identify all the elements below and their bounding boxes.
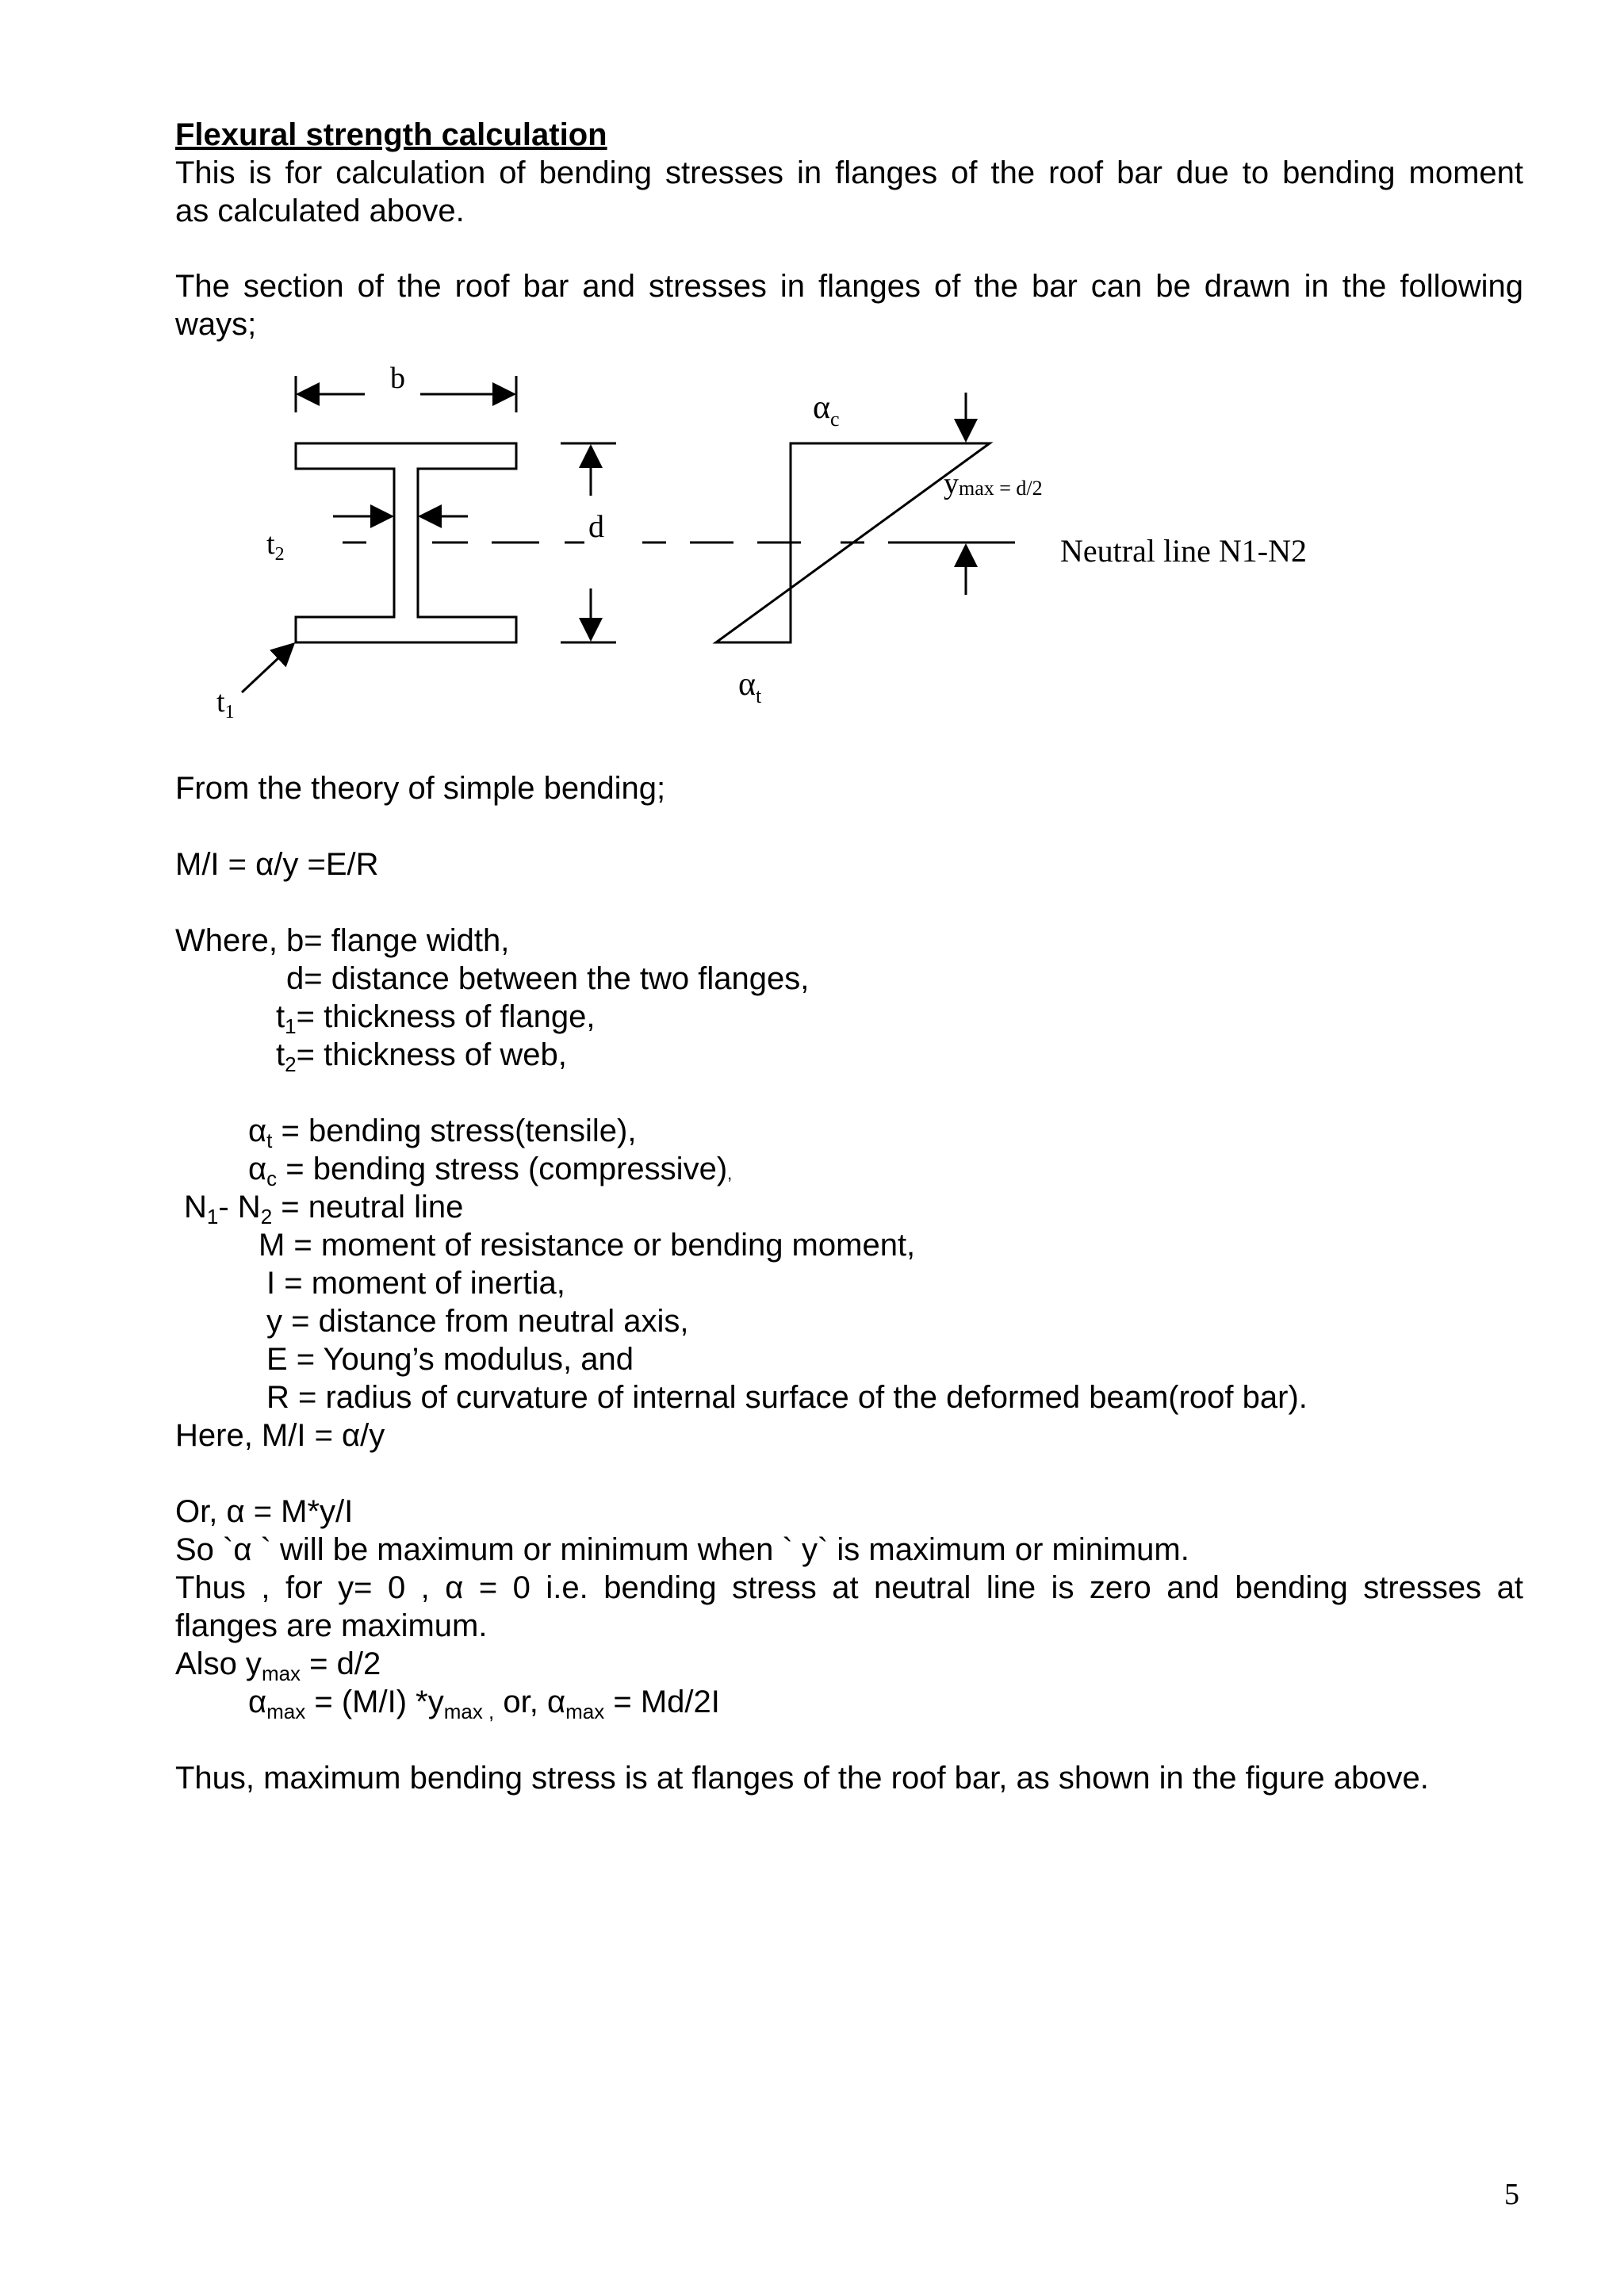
neutral-line-label: Neutral line N1-N2 <box>1060 533 1308 569</box>
label-b: b <box>390 362 405 395</box>
def-alpha-t: $\alpha_t$ = bending stress(tensile), <box>248 1114 637 1152</box>
intro-line-1: This is for calculation of bending stresses in flanges of the roof bar due to bending moment <box>175 155 1523 190</box>
label-d: d <box>588 508 604 544</box>
thus-line-1: Thus , for y= 0 , α = 0 i.e. bending stress at neutral line is zero and bending stresses at <box>175 1570 1523 1605</box>
def-M: M = moment of resistance or bending moment, <box>259 1228 916 1263</box>
intro-line-2: as calculated above. <box>175 194 465 228</box>
section-text-line-2: ways; <box>175 307 257 342</box>
label-t2: $t_2$ <box>266 527 285 565</box>
i-section-outline <box>296 443 516 642</box>
or-line: Or, α = M*y/I <box>175 1494 354 1529</box>
page-number: 5 <box>1504 2178 1519 2211</box>
label-alpha-c: $\alpha_c$ <box>813 389 840 431</box>
def-y: y = distance from neutral axis, <box>266 1304 689 1339</box>
def-alpha-c: $\alpha_c$ = bending stress (compressive), <box>248 1152 733 1190</box>
thus-line-2: flanges are maximum. <box>175 1608 488 1643</box>
def-b: Where, b= flange width, <box>175 923 510 958</box>
also-line: Also $y_{max} = d/2$ <box>175 1646 381 1685</box>
def-R: R = radius of curvature of internal surface of the deformed beam(roof bar). <box>266 1380 1308 1415</box>
def-I: I = moment of inertia, <box>266 1266 565 1301</box>
def-t2: $t_2=$ thickness of web, <box>276 1037 567 1076</box>
so-line: So `α ` will be maximum or minimum when ` y` is maximum or minimum. <box>175 1532 1189 1567</box>
def-t1: $t_1=$ thickness of flange, <box>276 999 596 1038</box>
t1-leader-arrow <box>242 644 293 692</box>
theory-line: From the theory of simple bending; <box>175 771 666 806</box>
alpha-max-line: $\alpha_{max} = (M/I)$ $*y_{max ,}$ or, $\alpha_{max} = Md/2I$ <box>248 1685 720 1723</box>
conclusion: Thus, maximum bending stress is at flanges of the roof bar, as shown in the figure above. <box>175 1761 1429 1796</box>
section-heading: Flexural strength calculation <box>175 117 607 152</box>
label-ymax: ymax = d/2 <box>944 467 1043 500</box>
section-text-line-1: The section of the roof bar and stresses in flanges of the bar can be drawn in the following <box>175 269 1523 304</box>
label-t1: $t_1$ <box>216 685 235 723</box>
def-neutral-line: $N_1-$ $N_2$ = neutral line <box>184 1190 464 1228</box>
label-alpha-t: $\alpha_t$ <box>738 666 762 707</box>
equation-main: M/I = α/y =E/R <box>175 847 379 882</box>
def-E: E = Young’s modulus, and <box>266 1342 634 1377</box>
here-line: Here, M/I = α/y <box>175 1418 385 1453</box>
def-d: d= distance between the two flanges, <box>286 961 810 996</box>
